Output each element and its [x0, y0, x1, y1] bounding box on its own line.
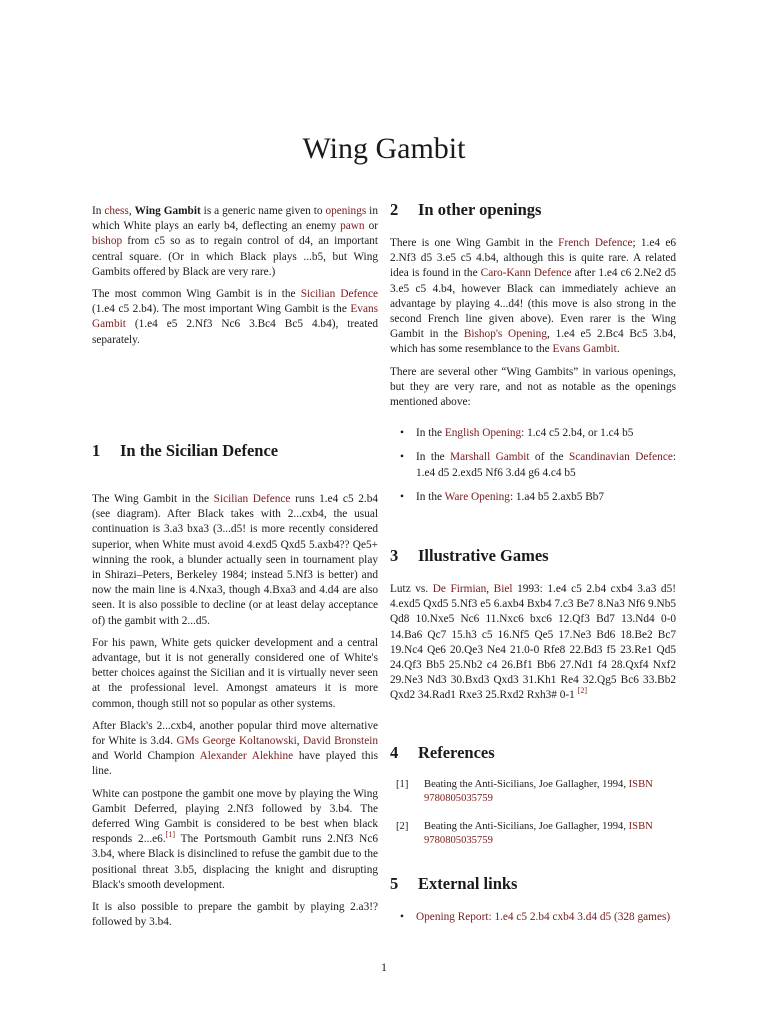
- list-item: • In the Ware Opening: 1.a4 b5 2.axb5 Bb7: [390, 490, 676, 505]
- link-opening-report[interactable]: Opening Report: 1.e4 c5 2.b4 cxb4 3.d4 d5 (328 games): [416, 911, 671, 923]
- intro-paragraph-1: In chess, Wing Gambit is a generic name given to openings in which White plays an early b4, deflecting an enemy pawn or bishop from c5 so as to regain control of d4, an important central square. (Or in which Black plays ...b5, but Wing Gambits offered by Black are very rare.): [92, 205, 378, 278]
- sicilian-paragraph-2: For his pawn, White gets quicker development and a central advantage, but it is not generally considered one of White's better choices against the Sicilian and it is virtually never seen at the professional level. Amongst amateurs it is more common, though still not so popular as other systems.: [92, 636, 378, 710]
- other-openings-column: [390, 236, 676, 514]
- sicilian-paragraph-1: The Wing Gambit in the Sicilian Defence runs 1.e4 c5 2.b4 (see diagram). After Black takes with 2...cxb4, the usual continuation is 3.a3 bxa3 (3...d5! is more recently considered superior, when White must avoid 4.exd5 Qxd5 5.axb4?? Qe5+ winning the rook, a blunder actually seen in tournament play in Shirazi–Peters, Berkeley 1984; instead 5.Nf3 is better) and now the main line is 4.Nxa3, though 4.Bxa3 and 4.d4 are also seen. It is also possible to decline (or at least delay acceptance of) the gambit with 2...d5.: [92, 493, 378, 627]
- link-ware-opening[interactable]: Ware Opening: [444, 490, 510, 503]
- section-heading-5: 5 External links: [390, 874, 518, 893]
- external-links-list: [390, 910, 676, 925]
- sicilian-paragraph-4: White can postpone the gambit one move by playing the Wing Gambit Deferred, playing 2.Nf3 followed by 3.b4. The deferred Wing Gambit is considered to be best when black responds 2...e6.[1] The Portsmouth Gambit runs 2.Nf3 Nc6 3.b4, where Black is disinclined to refuse the gambit due to the positional threat 3.b5, displacing the knight and disrupting Black's smooth development.: [92, 787, 378, 891]
- other-paragraph-1: There is one Wing Gambit in the French Defence; 1.e4 e6 2.Nf3 d5 3.e5 c5 4.b4, although this is quite rare. A related idea is found in the Caro-Kann Defence after 1.e4 c6 2.Ne2 d5 3.e5 c5 4.b4, however Black can immediately achieve an advantage by playing 4...d4! (this move is also strong in the second French line given above). Even rarer is the Wing Gambit in the Bishop's Opening, 1.e4 e5 2.Bc4 Bc5 3.b4, which has some resemblance to the Evans Gambit.: [390, 237, 677, 356]
- link-biel[interactable]: Biel: [493, 583, 513, 595]
- link-bishop[interactable]: bishop: [92, 235, 123, 248]
- other-paragraph-2: There are several other “Wing Gambits” in various openings, but they are very rare, and not as notable as the openings mentioned above:: [390, 365, 676, 409]
- reference-1: [1] Beating the Anti-Sicilians, Joe Gallagher, 1994, ISBN 9780805035759: [396, 779, 653, 804]
- list-item: • In the Marshall Gambit of the Scandinavian Defence: 1.e4 d5 2.exd5 Nf6 3.d4 g6 4.c4 b5: [390, 450, 676, 480]
- link-isbn-1[interactable]: ISBN 9780805035759: [424, 779, 653, 804]
- section-heading-2: 2 In other openings: [390, 200, 542, 219]
- other-gambits-list: [390, 426, 676, 505]
- section-heading-4: 4 References: [390, 743, 495, 762]
- link-koltanowski[interactable]: George Koltanowski: [202, 735, 297, 748]
- page-number: 1: [381, 960, 387, 974]
- references-column: [390, 778, 676, 857]
- link-scandinavian-defence[interactable]: Scandinavian Defence: [568, 451, 673, 464]
- section-heading-3: 3 Illustrative Games: [390, 546, 549, 565]
- intro-column: [92, 204, 378, 355]
- link-pawn[interactable]: pawn: [340, 220, 365, 233]
- list-item: • In the English Opening: 1.c4 c5 2.b4, or 1.c4 b5: [390, 426, 676, 441]
- reference-2: [2] Beating the Anti-Sicilians, Joe Gallagher, 1994, ISBN 9780805035759: [396, 821, 653, 846]
- game-paragraph: Lutz vs. De Firmian, Biel 1993: 1.e4 c5 2.b4 cxb4 3.a3 d5! 4.exd5 Qxd5 5.Nf3 e5 6.axb4 Bxb4 7.c3 Be7 8.Na3 Nf6 9.Nb5 Qd8 10.Nxe5 Nc6 11.Nxc6 bxc6 12.Qf3 Bd7 13.Nd4 0-0 14.Ba6 Qc7 15.h3 c5 16.Nf5 Qe5 17.Ne3 Bd6 18.Be2 Bc7 19.Nc4 Qe6 20.Qe3 Ne4 21.0-0 Rfe8 22.Bd3 f5 23.Re1 Qd5 24.Qf3 Bb5 25.Nb2 c4 26.Bf1 Bb6 27.Nd1 f4 28.Qxf4 Nxf2 29.Ne3 Nd3 30.Bxd3 Qxd3 31.Kh1 Re4 32.Qg5 Bc6 33.Bb2 Qxd2 34.Rad1 Rxe3 25.Rxd2 Rxh3# 0-1 [2]: [390, 583, 676, 702]
- link-de-firmian[interactable]: De Firmian: [432, 583, 487, 595]
- link-bronstein[interactable]: David Bronstein: [303, 735, 378, 748]
- link-bishops-opening[interactable]: Bishop's Opening: [463, 328, 547, 341]
- link-evans-gambit-2[interactable]: Evans Gambit: [552, 343, 617, 356]
- intro-paragraph-2: The most common Wing Gambit is in the Sicilian Defence (1.e4 c5 2.b4). The most important Wing Gambit is the Evans Gambit (1.e4 e5 2.Nf3 Nc6 3.Bc4 Bc5 4.b4), treated separately.: [92, 288, 378, 346]
- link-isbn-2[interactable]: ISBN 9780805035759: [424, 821, 653, 846]
- sicilian-column: [92, 492, 378, 937]
- link-english-opening[interactable]: English Opening: [444, 427, 522, 440]
- link-sicilian-defence[interactable]: Sicilian Defence: [300, 288, 378, 301]
- sicilian-paragraph-3: After Black's 2...cxb4, another popular third move alternative for White is 3.d4. GMs George Koltanowski, David Bronstein and World Champion Alexander Alekhine have played this line.: [92, 719, 378, 778]
- section-heading-1: 1 In the Sicilian Defence: [92, 441, 279, 460]
- sicilian-paragraph-5: It is also possible to prepare the gambit by playing 2.a3!? followed by 3.b4.: [92, 901, 378, 929]
- link-caro-kann[interactable]: Caro-Kann Defence: [480, 267, 572, 280]
- link-sicilian-defence-2[interactable]: Sicilian Defence: [213, 493, 291, 505]
- link-french-defence[interactable]: French Defence: [558, 237, 633, 249]
- link-chess[interactable]: chess: [104, 205, 129, 217]
- page-title: Wing Gambit: [302, 132, 466, 166]
- link-gms[interactable]: GMs: [176, 735, 200, 748]
- citation-2[interactable]: [2]: [577, 686, 587, 696]
- link-marshall-gambit[interactable]: Marshall Gambit: [450, 451, 530, 464]
- games-column: [390, 582, 676, 711]
- list-item: [390, 910, 676, 925]
- external-links-column: [390, 910, 676, 934]
- link-openings[interactable]: openings: [325, 205, 367, 217]
- citation-1[interactable]: [1]: [165, 830, 175, 840]
- bold-term: Wing Gambit: [134, 205, 201, 217]
- link-alekhine[interactable]: Alexander Alekhine: [199, 750, 294, 763]
- link-evans-gambit[interactable]: Evans Gambit: [92, 303, 378, 331]
